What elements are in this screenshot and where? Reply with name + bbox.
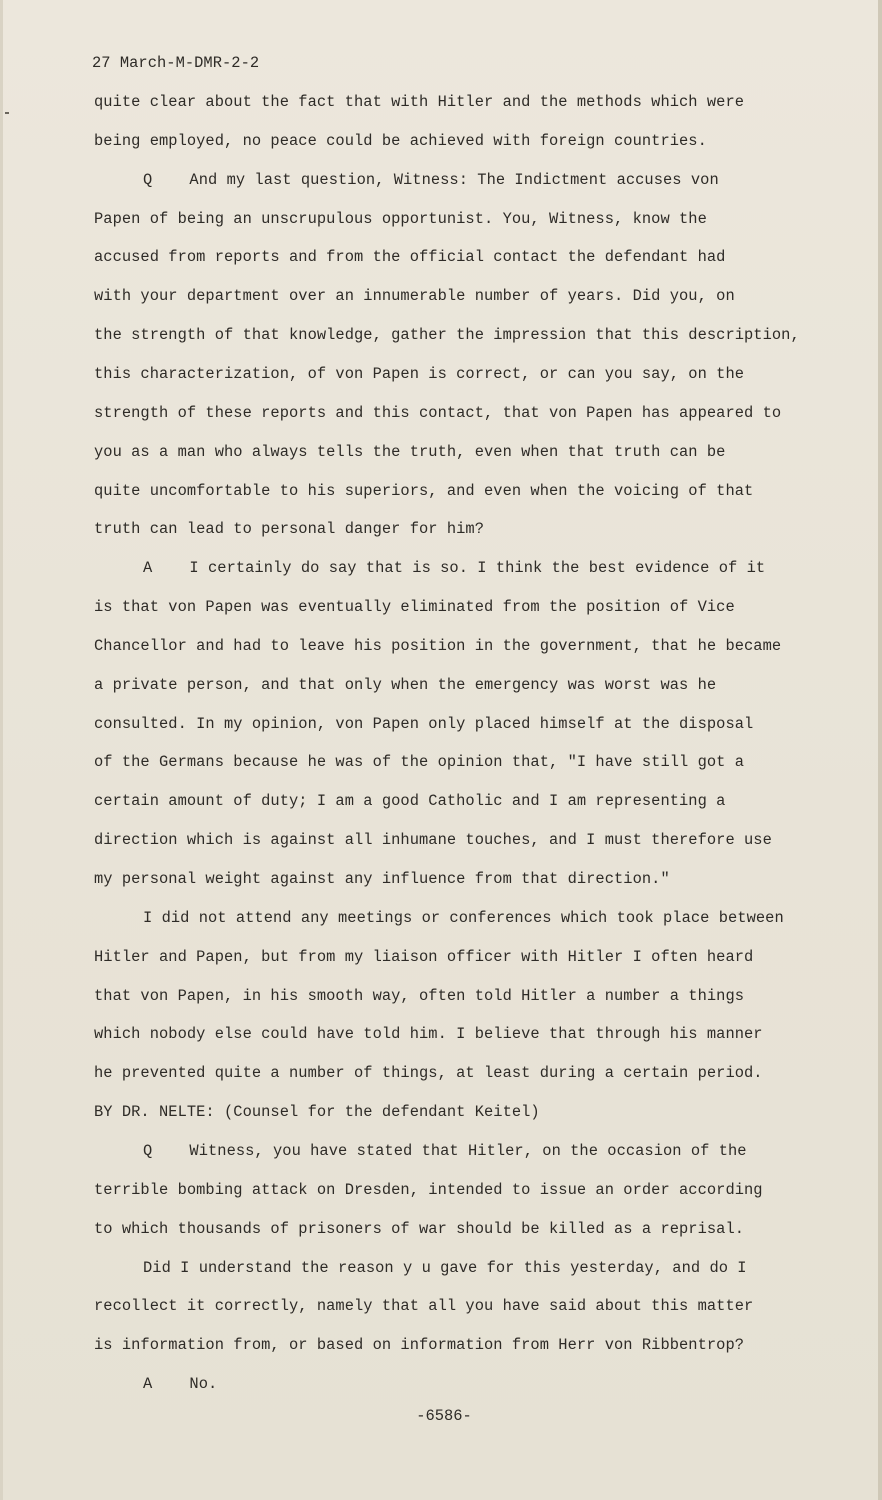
transcript-line: quite uncomfortable to his superiors, and even when the voicing of that — [94, 482, 754, 500]
transcript-line: direction which is against all inhumane touches, and I must therefore use — [94, 831, 772, 849]
transcript-line: consulted. In my opinion, von Papen only placed himself at the disposal — [94, 715, 754, 733]
transcript-line: my personal weight against any influence from that direction." — [94, 870, 670, 888]
transcript-line: I did not attend any meetings or conferences which took place between — [143, 909, 784, 927]
page-number: -6586- — [416, 1407, 472, 1425]
transcript-line: which nobody else could have told him. I believe that through his manner — [94, 1025, 763, 1043]
transcript-line: A I certainly do say that is so. I think the best evidence of it — [143, 559, 766, 577]
transcript-line: of the Germans because he was of the opinion that, "I have still got a — [94, 753, 745, 771]
transcript-line: a private person, and that only when the emergency was worst was he — [94, 676, 717, 694]
transcript-line: A No. — [143, 1375, 218, 1393]
transcript-line: to which thousands of prisoners of war should be killed as a reprisal. — [94, 1220, 745, 1238]
transcript-line: the strength of that knowledge, gather the impression that this description, — [94, 326, 800, 344]
page-header: 27 March-M-DMR-2-2 — [92, 54, 260, 72]
transcript-line: you as a man who always tells the truth, even when that truth can be — [94, 443, 726, 461]
transcript-line: this characterization, of von Papen is correct, or can you say, on the — [94, 365, 745, 383]
transcript-line: with your department over an innumerable number of years. Did you, on — [94, 287, 735, 305]
transcript-line: strength of these reports and this contact, that von Papen has appeared to — [94, 404, 782, 422]
transcript-line: BY DR. NELTE: (Counsel for the defendant Keitel) — [94, 1103, 540, 1121]
transcript-line: is information from, or based on information from Herr von Ribbentrop? — [94, 1336, 745, 1354]
transcript-line: being employed, no peace could be achieved with foreign countries. — [94, 132, 707, 150]
transcript-line: Q And my last question, Witness: The Indictment accuses von — [143, 171, 719, 189]
transcript-line: Hitler and Papen, but from my liaison officer with Hitler I often heard — [94, 948, 754, 966]
transcript-line: certain amount of duty; I am a good Catholic and I am representing a — [94, 792, 726, 810]
transcript-line: accused from reports and from the official contact the defendant had — [94, 248, 726, 266]
transcript-line: he prevented quite a number of things, at least during a certain period. — [94, 1064, 763, 1082]
transcript-line: truth can lead to personal danger for him? — [94, 520, 485, 538]
transcript-line: that von Papen, in his smooth way, often told Hitler a number a things — [94, 987, 745, 1005]
margin-mark — [5, 112, 9, 114]
transcript-line: is that von Papen was eventually eliminated from the position of Vice — [94, 598, 735, 616]
transcript-line: Q Witness, you have stated that Hitler, on the occasion of the — [143, 1142, 747, 1160]
transcript-line: Chancellor and had to leave his position in the government, that he became — [94, 637, 782, 655]
transcript-line: quite clear about the fact that with Hitler and the methods which were — [94, 93, 745, 111]
transcript-line: Papen of being an unscrupulous opportunist. You, Witness, know the — [94, 210, 707, 228]
transcript-line: terrible bombing attack on Dresden, intended to issue an order according — [94, 1181, 763, 1199]
transcript-line: Did I understand the reason y u gave for this yesterday, and do I — [143, 1259, 747, 1277]
transcript-line: recollect it correctly, namely that all you have said about this matter — [94, 1297, 754, 1315]
